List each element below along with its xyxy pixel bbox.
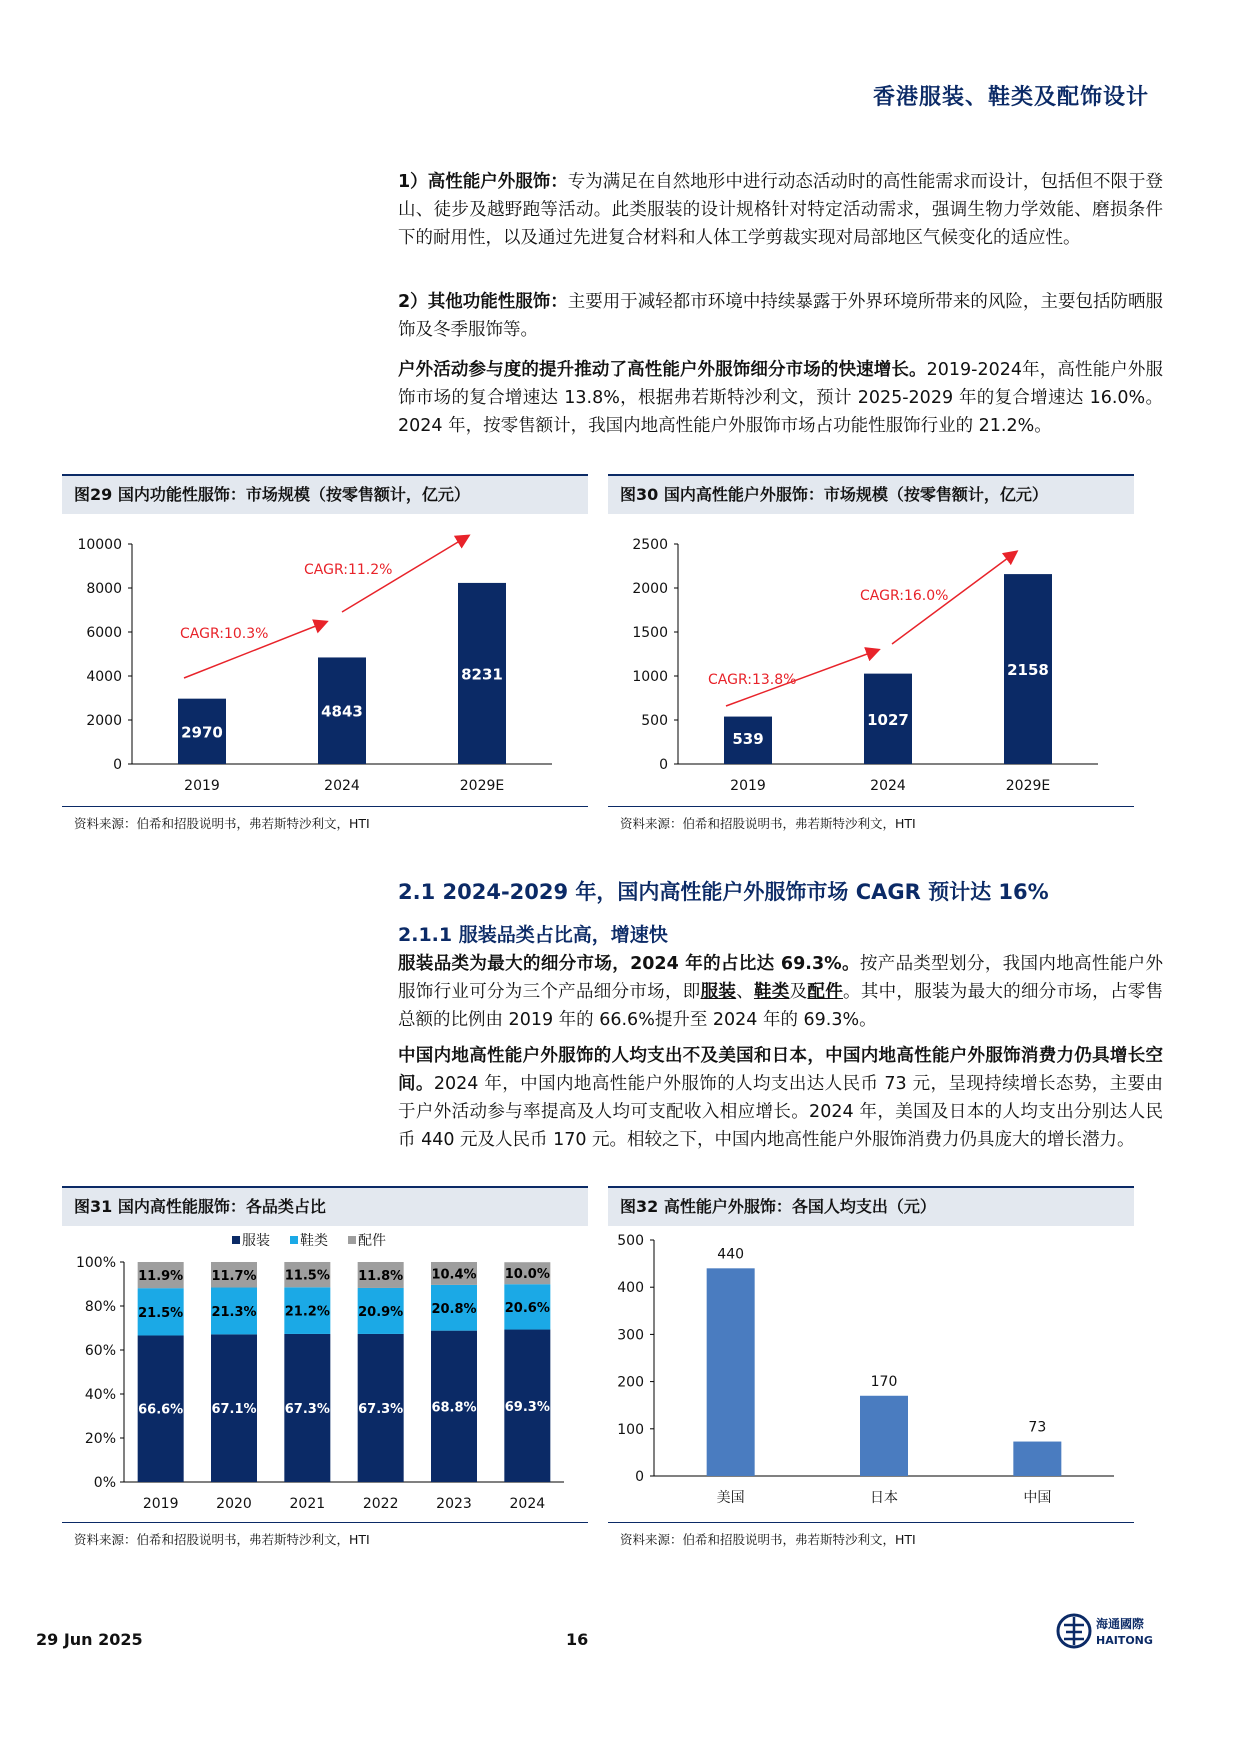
x-tick-label: 中国 <box>1023 1490 1052 1506</box>
y-tick-label: 500 <box>641 713 668 729</box>
y-tick-label: 0 <box>635 1469 644 1485</box>
x-tick-label: 2024 <box>870 778 906 794</box>
paragraph-lead: 户外活动参与度的提升推动了高性能户外服饰细分市场的快速增长。 <box>398 360 927 380</box>
figure-29-source: 资料来源：伯希和招股说明书，弗若斯特沙利文，HTI <box>74 816 370 831</box>
y-tick-label: 2000 <box>86 713 122 729</box>
y-tick-label: 4000 <box>86 669 122 685</box>
legend-swatch <box>232 1236 240 1244</box>
data-label: 440 <box>717 1246 745 1263</box>
figure-title: 图31 国内高性能服饰：各品类占比 <box>62 1188 588 1226</box>
chart-32 <box>608 1226 1134 1520</box>
haitong-logo <box>1054 1608 1204 1654</box>
y-tick-label: 100% <box>75 1255 116 1271</box>
data-label: 11.9% <box>138 1269 184 1285</box>
paragraph-body: 。其中，服装为最大的细分市场，占零售总额的比例由 2019 年的 66.6%提升至 2024 年的 69.3%。 <box>398 982 1164 1030</box>
y-tick-label: 2000 <box>632 581 668 597</box>
data-label: 20.8% <box>431 1301 477 1317</box>
cagr-annotation: CAGR:11.2% <box>304 562 393 578</box>
figure-title: 图32 高性能户外服饰：各国人均支出（元） <box>608 1188 1134 1226</box>
data-label: 8231 <box>461 665 503 684</box>
data-label: 4843 <box>321 702 363 721</box>
legend-swatch <box>290 1236 298 1244</box>
figure-32 <box>608 1186 1134 1226</box>
legend-label: 服装 <box>242 1233 270 1249</box>
data-label: 20.6% <box>504 1300 550 1316</box>
figure-title: 图29 国内功能性服饰：市场规模（按零售额计，亿元） <box>62 476 588 514</box>
y-tick-label: 0 <box>659 757 668 773</box>
x-tick-label: 2019 <box>142 1496 179 1512</box>
legend-swatch <box>348 1236 356 1244</box>
paragraph-body: 按产品类型划分，我国内地高性能户外服饰行业可分为三个产品细分市场，即 <box>398 954 1163 1002</box>
cagr-annotation: CAGR:10.3% <box>180 626 269 642</box>
separator: 、 <box>736 982 754 1002</box>
chart-29 <box>62 514 588 798</box>
chart-30-svg <box>608 514 1134 794</box>
data-label: 11.7% <box>211 1268 257 1284</box>
x-tick-label: 日本 <box>870 1490 898 1506</box>
data-label: 21.2% <box>284 1304 330 1320</box>
paragraph-other-functional <box>398 288 1163 344</box>
y-tick-label: 10000 <box>77 537 122 553</box>
haitong-logo-icon <box>1054 1608 1204 1654</box>
section-heading-2-1: 2.1 2024-2029 年，国内高性能户外服饰市场 CAGR 预计达 16% <box>398 880 1049 904</box>
y-tick-label: 20% <box>84 1431 116 1447</box>
logo-en: HAITONG <box>1096 1634 1153 1647</box>
footer-page-number: 16 <box>566 1630 589 1649</box>
term-apparel: 服装 <box>700 982 737 1002</box>
paragraph-body: 2019-2024年，高性能户外服饰市场的复合增速达 13.8%，根据弗若斯特沙利文，预计 2025-2029 年的复合增速达 16.0%。2024 年，按零售额计，我国内地高性能户外服饰市场占功能性服饰行业的 21.2%。 <box>398 360 1163 436</box>
bar <box>1013 1442 1061 1476</box>
y-tick-label: 1500 <box>632 625 668 641</box>
data-label: 11.5% <box>284 1268 330 1284</box>
x-tick-label: 2023 <box>436 1496 472 1512</box>
x-tick-label: 2019 <box>730 778 766 794</box>
y-tick-label: 2500 <box>632 537 668 553</box>
paragraph-body: 专为满足在自然地形中进行动态活动时的高性能需求而设计，包括但不限于登山、徒步及越野跑等活动。此类服装的设计规格针对特定活动需求，强调生物力学效能、磨损条件下的耐用性，以及通过先进复合材料和人体工学剪裁实现对局部地区气候变化的适应性。 <box>398 172 1163 248</box>
chart-30 <box>608 514 1134 798</box>
y-tick-label: 6000 <box>86 625 122 641</box>
legend-label: 鞋类 <box>300 1233 328 1249</box>
bar <box>860 1396 908 1476</box>
data-label: 1027 <box>867 710 909 729</box>
paragraph-lead: 2）其他功能性服饰： <box>398 292 568 312</box>
data-label: 67.1% <box>211 1402 257 1418</box>
y-tick-label: 0 <box>113 757 122 773</box>
data-label: 2970 <box>181 723 223 742</box>
paragraph-body: 主要用于减轻都市环境中持续暴露于外界环境所带来的风险，主要包括防晒服饰及冬季服饰等。 <box>398 292 1163 340</box>
chart-31-svg <box>62 1226 588 1516</box>
data-label: 67.3% <box>358 1401 404 1417</box>
cagr-annotation: CAGR:13.8% <box>708 672 797 688</box>
figure-divider <box>62 806 588 807</box>
y-tick-label: 300 <box>617 1327 644 1344</box>
paragraph-high-performance-outdoor <box>398 168 1163 252</box>
data-label: 11.8% <box>358 1268 404 1284</box>
y-tick-label: 100 <box>617 1421 644 1438</box>
y-tick-label: 400 <box>617 1280 644 1297</box>
bar <box>707 1268 755 1476</box>
data-label: 21.3% <box>211 1304 257 1320</box>
figure-29 <box>62 474 588 514</box>
y-tick-label: 1000 <box>632 669 668 685</box>
data-label: 20.9% <box>358 1304 404 1320</box>
paragraph-per-capita <box>398 1042 1163 1154</box>
figure-30 <box>608 474 1134 514</box>
figure-31 <box>62 1186 588 1226</box>
x-tick-label: 美国 <box>716 1490 745 1506</box>
section-heading-2-1-1: 2.1.1 服装品类占比高，增速快 <box>398 924 668 946</box>
figure-divider <box>608 806 1134 807</box>
x-tick-label: 2024 <box>324 778 360 794</box>
x-tick-label: 2020 <box>216 1496 252 1512</box>
x-tick-label: 2029E <box>1005 778 1051 794</box>
logo-cn: 海通國際 <box>1096 1617 1145 1631</box>
y-tick-label: 80% <box>84 1299 116 1315</box>
x-tick-label: 2029E <box>459 778 505 794</box>
paragraph-lead: 中国内地高性能户外服饰的人均支出不及美国和日本，中国内地高性能户外服饰消费力仍具增长空间。 <box>398 1046 1163 1094</box>
y-tick-label: 8000 <box>86 581 122 597</box>
paragraph-growth <box>398 356 1163 440</box>
term-footwear: 鞋类 <box>753 982 790 1002</box>
x-tick-label: 2022 <box>362 1496 399 1512</box>
paragraph-apparel-share <box>398 950 1163 1034</box>
paragraph-lead: 1）高性能户外服饰： <box>398 172 568 192</box>
cagr-annotation: CAGR:16.0% <box>860 588 949 604</box>
data-label: 73 <box>1028 1419 1047 1436</box>
paragraph-lead: 服装品类为最大的细分市场，2024 年的占比达 69.3%。 <box>398 954 860 974</box>
figure-title: 图30 国内高性能户外服饰：市场规模（按零售额计，亿元） <box>608 476 1134 514</box>
y-tick-label: 0% <box>93 1475 116 1491</box>
footer-date: 29 Jun 2025 <box>36 1630 143 1649</box>
term-accessories: 配件 <box>807 982 844 1002</box>
legend-label: 配件 <box>358 1233 386 1249</box>
separator: 及 <box>789 982 808 1002</box>
x-tick-label: 2024 <box>509 1496 546 1512</box>
chart-29-svg <box>62 514 588 794</box>
chart-31 <box>62 1226 588 1520</box>
y-tick-label: 500 <box>617 1233 644 1249</box>
figure-divider <box>608 1522 1134 1523</box>
figure-32-source: 资料来源：伯希和招股说明书，弗若斯特沙利文，HTI <box>620 1532 916 1547</box>
figure-divider <box>62 1522 588 1523</box>
data-label: 67.3% <box>284 1401 330 1417</box>
y-tick-label: 40% <box>84 1387 116 1403</box>
chart-32-svg <box>608 1226 1134 1516</box>
data-label: 2158 <box>1007 661 1049 680</box>
data-label: 66.6% <box>138 1402 184 1418</box>
data-label: 170 <box>870 1373 898 1390</box>
x-tick-label: 2021 <box>289 1496 326 1512</box>
figure-31-source: 资料来源：伯希和招股说明书，弗若斯特沙利文，HTI <box>74 1532 370 1547</box>
data-label: 68.8% <box>431 1400 477 1416</box>
data-label: 10.4% <box>431 1267 477 1283</box>
y-tick-label: 200 <box>617 1374 644 1391</box>
y-tick-label: 60% <box>84 1343 116 1359</box>
x-tick-label: 2019 <box>184 778 220 794</box>
data-label: 69.3% <box>504 1399 550 1415</box>
data-label: 539 <box>732 730 764 748</box>
figure-30-source: 资料来源：伯希和招股说明书，弗若斯特沙利文，HTI <box>620 816 916 831</box>
data-label: 21.5% <box>138 1305 184 1321</box>
paragraph-body: 2024 年，中国内地高性能户外服饰的人均支出达人民币 73 元，呈现持续增长态势，主要由于户外活动参与率提高及人均可支配收入相应增长。2024 年，美国及日本的人均支出分别达人民币 440 元及人民币 170 元。相较之下，中国内地高性能户外服饰消费力仍具庞大的增长潜力。 <box>398 1074 1163 1150</box>
report-header-title: 香港服装、鞋类及配饰设计 <box>872 85 1149 110</box>
data-label: 10.0% <box>504 1267 550 1283</box>
